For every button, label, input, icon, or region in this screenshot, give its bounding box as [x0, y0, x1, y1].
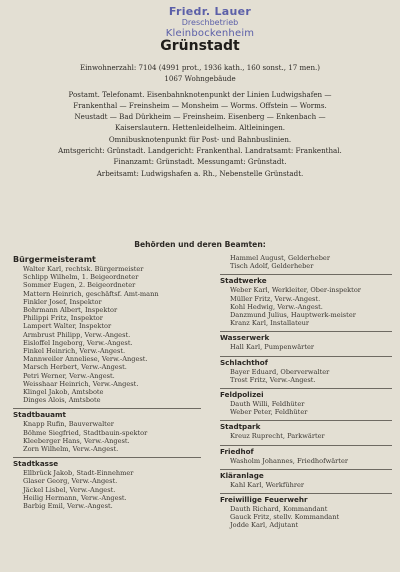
right-column [220, 254, 392, 534]
labour-office-text: Arbeitsamt: Ludwigshafen a. Rh., Nebenstelle Grünstadt. [96, 168, 304, 178]
office-group-title: Friedhof [220, 445, 392, 457]
staff-entry: Kohl Hedwig, Verw.-Angest. [230, 302, 323, 311]
staff-entry: Zorn Wilhelm, Verw.-Angest. [23, 445, 119, 454]
office-group-title: Wasserwerk [220, 331, 392, 343]
staff-entry: Marsch Herbert, Verw.-Angest. [23, 363, 127, 372]
staff-entry: Bayer Eduard, Oberverwalter [230, 367, 330, 376]
office-group-stadtkasse [13, 457, 201, 510]
office-group-title: Schlachthof [220, 356, 392, 368]
staff-entry: Schlipp Wilhelm, 1. Beigeordneter [23, 273, 139, 282]
staff-entry: Hall Karl, Pumpenwärter [230, 343, 315, 352]
office-group-title: Stadtwerke [220, 274, 392, 286]
town-info [10, 62, 390, 179]
staff-entry: Petri Werner, Verw.-Angest. [23, 371, 115, 380]
staff-entry: Jodde Karl, Adjutant [230, 521, 299, 530]
office-group-stadtpark [220, 420, 392, 440]
infrastructure-line-3: Neustadt — Bad Dürkheim — Freinsheim. Eisenberg — Enkenbach — [74, 112, 326, 122]
staff-entry: Dinges Alois, Amtsbote [23, 396, 101, 405]
section-heading: Behörden und deren Beamten: [134, 240, 266, 249]
staff-entry: Knapp Rufin, Bauverwalter [23, 420, 114, 429]
staff-entry: Philippi Fritz, Inspektor [23, 314, 103, 323]
infrastructure-line-4: Kaiserslautern. Hettenleidelheim. Altleiningen. [114, 123, 286, 133]
rubber-stamp [150, 6, 270, 39]
office-group-title: Stadtbauamt [13, 408, 201, 420]
left-column [13, 254, 201, 514]
staff-entry: Walter Karl, rechtsk. Bürgermeister [23, 265, 144, 273]
staff-entry: Eisloffel Ingeborg, Verw.-Angest. [23, 338, 133, 347]
stamp-line-3: Kleinbockenheim [165, 28, 255, 39]
staff-entry: Dauth Willi, Feldhüter [230, 400, 305, 409]
office-group-friedhof [220, 445, 392, 465]
staff-entry: Danzmund Julius, Hauptwerk-meister [230, 311, 356, 320]
buildings-text: 1067 Wohngebäude [164, 74, 236, 84]
office-group-bürgermeisteramt [13, 254, 201, 404]
staff-entry: Washolm Johannes, Friedhofwärter [230, 456, 349, 465]
staff-entry: Mannweiler Anneliese, Verw.-Angest. [23, 355, 148, 364]
staff-entry: Armbrust Philipp, Verw.-Angest. [23, 330, 131, 339]
office-group-title: Stadtpark [220, 420, 392, 432]
staff-entry: Kreuz Ruprecht, Parkwärter [230, 432, 325, 441]
office-group-title: Feldpolizei [220, 388, 392, 400]
office-group-kläranlage [220, 469, 392, 489]
staff-entry: Müller Fritz, Verw.-Angest. [230, 294, 321, 303]
office-group-continued [220, 254, 392, 270]
staff-entry: Trost Fritz, Verw.-Angest. [230, 375, 316, 384]
office-group-title: Stadtkasse [13, 457, 201, 469]
staff-entry: Kahl Karl, Werkführer [230, 480, 305, 489]
staff-entry: Kranz Karl, Installateur [230, 319, 310, 328]
staff-entry: Barbig Emil, Verw.-Angest. [23, 502, 113, 511]
staff-entry: Glaser Georg, Verw.-Angest. [23, 477, 118, 486]
office-group-title: Bürgermeisteramt [13, 255, 96, 264]
office-group-title: Freiwillige Feuerwehr [220, 493, 392, 505]
office-group-stadtwerke [220, 274, 392, 327]
office-group-freiwillige-feuerwehr [220, 493, 392, 530]
staff-entry: Weber Peter, Feldhüter [230, 408, 308, 417]
staff-entry: Finkler Josef, Inspektor [23, 297, 102, 306]
stamp-line-1: Friedr. Lauer [168, 5, 252, 18]
inhabitants-text: Einwohnerzahl: 7104 (4991 prot., 1936 kath., 160 sonst., 17 men.) [79, 63, 321, 72]
staff-entry: Böhme Siegfried, Stadtbauin-spektor [23, 428, 148, 437]
office-group-stadtbauamt [13, 408, 201, 453]
stamp-line-2: Dreschbetrieb [181, 18, 239, 27]
office-group-wasserwerk [220, 331, 392, 351]
courts-text: Amtsgericht: Grünstadt. Landgericht: Frankenthal. Landratsamt: Frankenthal. [58, 146, 342, 156]
staff-entry: Klingel Jakob, Amtsbote [23, 388, 104, 397]
staff-entry: Gauck Fritz, stellv. Kommandant [230, 513, 340, 522]
staff-entry: Weber Karl, Werkleiter, Ober-inspektor [230, 286, 361, 295]
staff-entry: Mattern Heinrich, geschäftsf. Amt-mann [23, 289, 159, 298]
staff-entry: Kleeberger Hans, Verw.-Angest. [23, 436, 130, 445]
bus-text: Omnibusknotenpunkt für Post- und Bahnbuslinien. [108, 134, 292, 144]
staff-entry: Sommer Eugen, 2. Beigeordneter [23, 281, 136, 290]
staff-entry: Heilig Hermann, Verw.-Angest. [23, 493, 127, 502]
page-title: Grünstadt [160, 38, 240, 54]
staff-entry: Lampert Walter, Inspektor [23, 322, 112, 331]
infrastructure-line-1: Postamt. Telefonamt. Eisenbahnknotenpunkt der Linien Ludwigshafen — [68, 89, 332, 99]
infrastructure-line-2: Frankenthal — Freinsheim — Monsheim — Worms. Offstein — Worms. [73, 100, 327, 110]
office-group-title: Kläranlage [220, 469, 392, 481]
staff-entry: Weisshaar Heinrich, Verw.-Angest. [23, 379, 139, 388]
staff-entry: Jäckel Lisbel, Verw.-Angest. [23, 485, 116, 494]
staff-entry: Dauth Richard, Kommandant [230, 505, 328, 514]
staff-entry: Tisch Adolf, Gelderheber [230, 262, 314, 271]
staff-entry: Finkel Heinrich, Verw.-Angest. [23, 347, 126, 356]
office-group-feldpolizei [220, 388, 392, 416]
staff-entry: Hammel August, Gelderheber [230, 254, 330, 262]
finance-text: Finanzamt: Grünstadt. Messungamt: Grünstadt. [113, 157, 287, 167]
staff-entry: Ellbrück Jakob, Stadt-Einnehmer [23, 469, 134, 478]
staff-entry: Bohrmann Albert, Inspektor [23, 306, 118, 315]
office-group-schlachthof [220, 356, 392, 384]
